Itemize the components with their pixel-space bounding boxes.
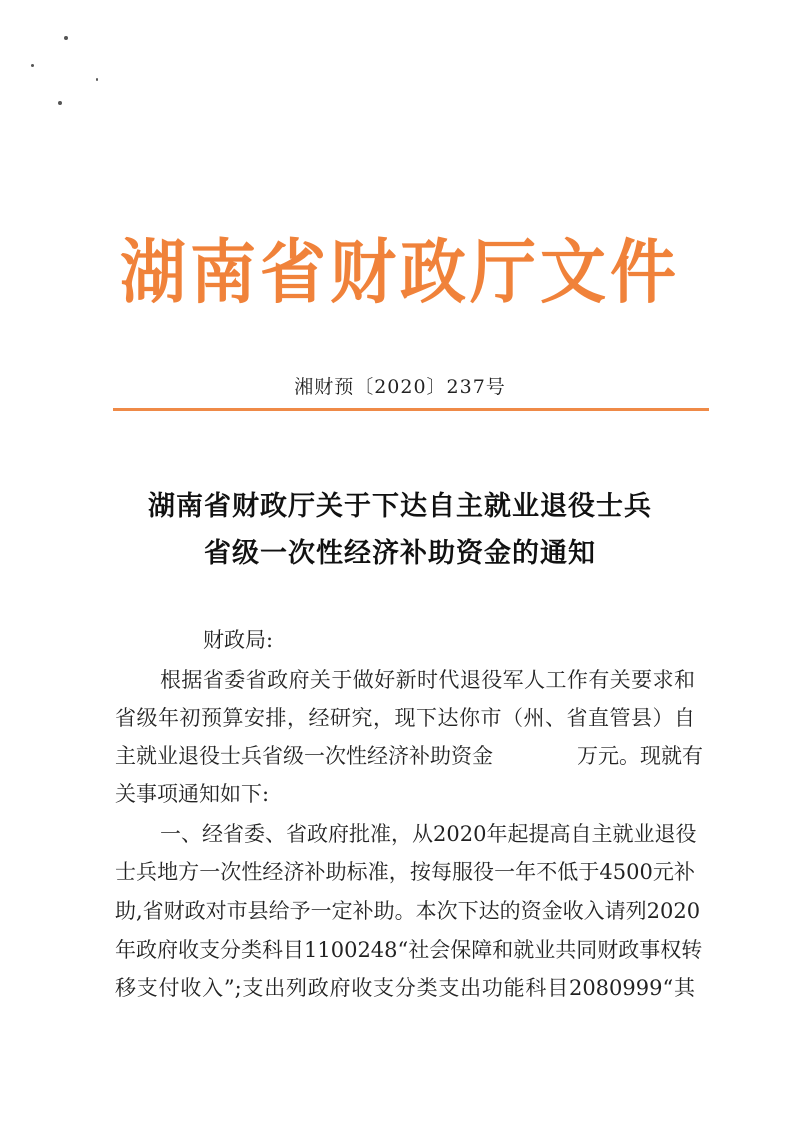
scan-speck (64, 36, 68, 40)
body-line: 助,省财政对市县给予一定补助。本次下达的资金收入请列2020 (115, 899, 701, 923)
body-line: 一、经省委、省政府批准，从2020年起提高自主就业退役 (160, 822, 697, 846)
body-line: 年政府收支分类科目1100248“社会保障和就业共同财政事权转 (115, 938, 703, 962)
body-line: 主就业退役士兵省级一次性经济补助资金 万元。现就有 (115, 744, 703, 768)
salutation: 财政局: (203, 628, 274, 652)
header-divider (113, 408, 709, 411)
document-title-line-1: 湖南省财政厅关于下达自主就业退役士兵 (148, 491, 652, 522)
issuer-header: 湖南省财政厅文件 (120, 232, 680, 313)
body-line: 省级年初预算安排，经研究，现下达你市（州、省直管县）自 (115, 706, 695, 730)
body-line: 移支付收入”;支出列政府收支分类支出功能科目2080999“其 (115, 976, 695, 1000)
body-line: 根据省委省政府关于做好新时代退役军人工作有关要求和 (160, 668, 695, 692)
body-line: 士兵地方一次性经济补助标准，按每服役一年不低于4500元补 (115, 860, 695, 884)
scan-speck (31, 64, 34, 67)
document-title-line-2: 省级一次性经济补助资金的通知 (204, 538, 596, 569)
scan-speck (96, 78, 98, 81)
document-number: 湘财预〔2020〕237号 (294, 376, 506, 398)
scan-speck (58, 101, 62, 105)
body-line: 关事项通知如下: (115, 782, 270, 806)
